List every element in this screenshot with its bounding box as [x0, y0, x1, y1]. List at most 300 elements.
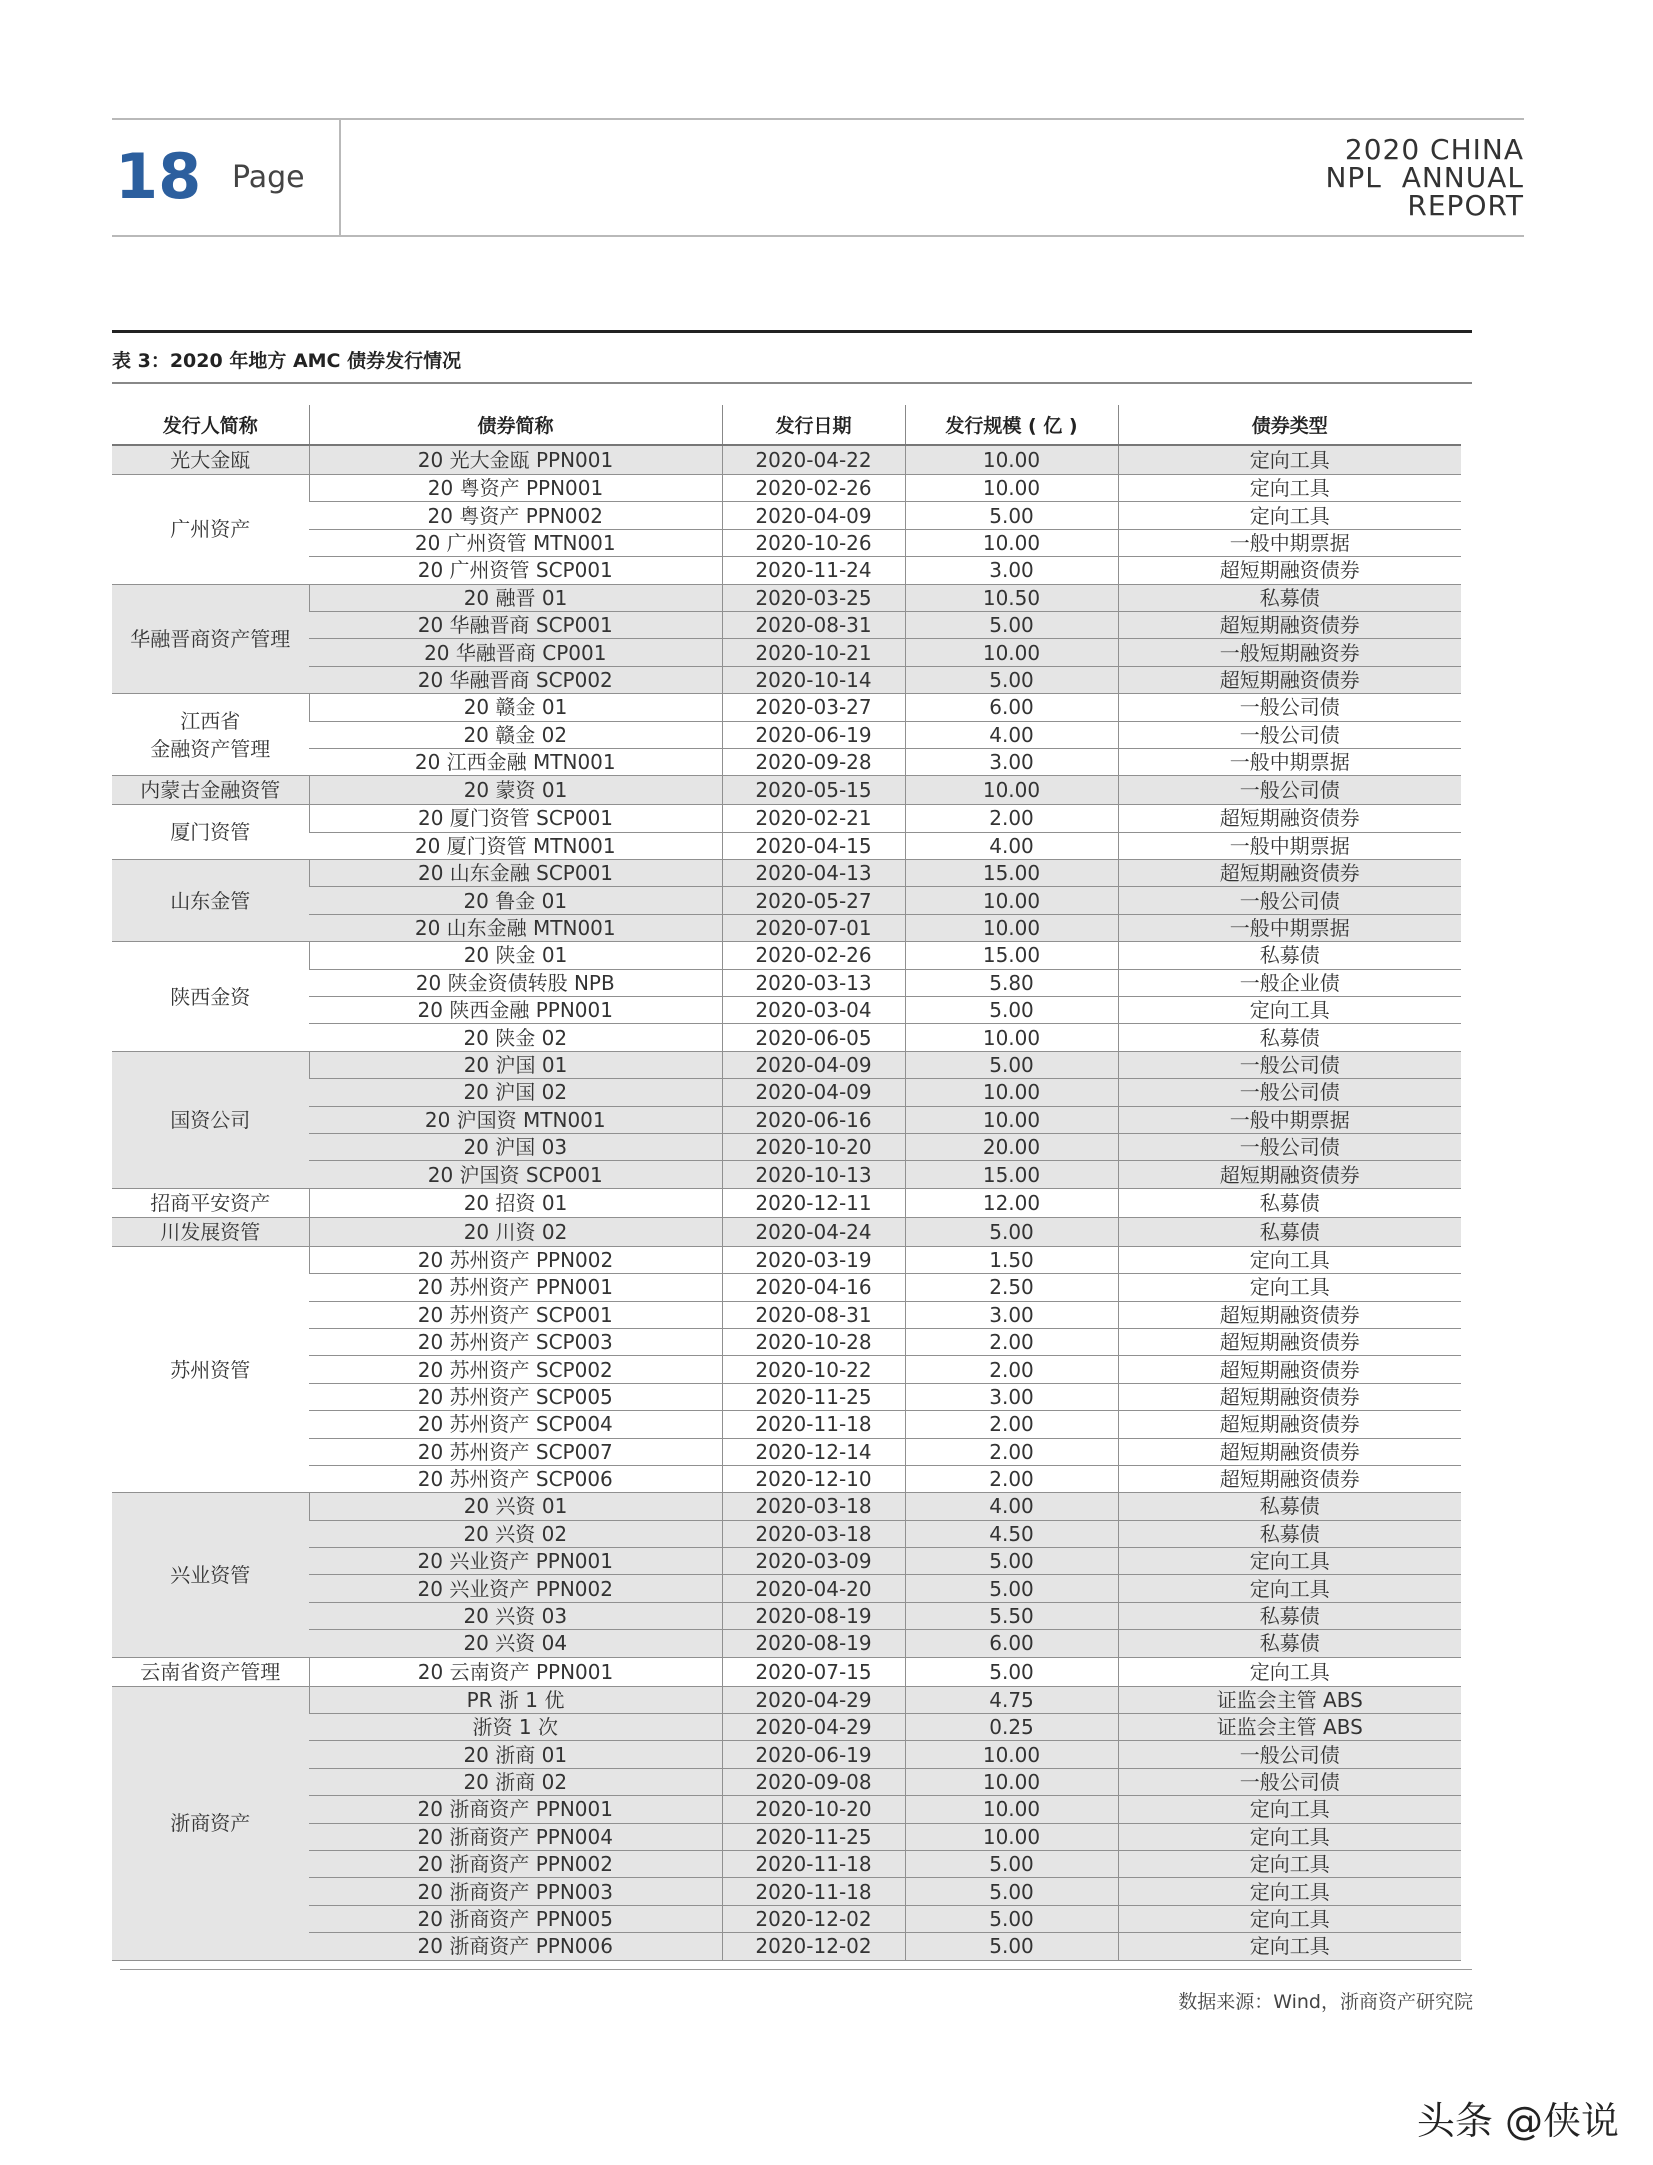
issue-size-cell: 10.00 — [905, 529, 1118, 556]
bond-name-cell: 20 苏州资产 SCP006 — [309, 1465, 722, 1492]
issue-date-cell: 2020-11-18 — [722, 1411, 905, 1438]
bond-type-cell: 私募债 — [1118, 1217, 1461, 1246]
bond-type-cell: 超短期融资债券 — [1118, 1465, 1461, 1492]
issue-date-cell: 2020-11-24 — [722, 557, 905, 584]
watermark: 头条 @侠说 — [1416, 2099, 1619, 2143]
issuer-cell: 广州资产 — [112, 475, 309, 585]
issue-size-cell: 4.75 — [905, 1686, 1118, 1713]
bond-type-cell: 超短期融资债券 — [1118, 1328, 1461, 1355]
bond-name-cell: 20 华融晋商 CP001 — [309, 639, 722, 666]
table-row — [112, 1051, 1461, 1078]
bond-type-cell: 定向工具 — [1118, 1274, 1461, 1301]
issue-date-cell: 2020-04-24 — [722, 1217, 905, 1246]
bond-type-cell: 一般企业债 — [1118, 969, 1461, 996]
bond-name-cell: 20 苏州资产 SCP003 — [309, 1328, 722, 1355]
table-row — [112, 1520, 1461, 1547]
bond-type-cell: 超短期融资债券 — [1118, 860, 1461, 887]
issue-date-cell: 2020-03-18 — [722, 1493, 905, 1520]
issue-date-cell: 2020-04-15 — [722, 832, 905, 859]
bond-name-cell: 20 融晋 01 — [309, 584, 722, 611]
bond-type-cell: 定向工具 — [1118, 1905, 1461, 1932]
issue-size-cell: 5.00 — [905, 502, 1118, 529]
issue-size-cell: 10.00 — [905, 1796, 1118, 1823]
bond-name-cell: 20 陕金 02 — [309, 1024, 722, 1051]
issue-size-cell: 10.00 — [905, 1768, 1118, 1795]
issue-date-cell: 2020-03-25 — [722, 584, 905, 611]
page-number: 18 — [115, 140, 202, 213]
issue-size-cell: 6.00 — [905, 1630, 1118, 1657]
issue-date-cell: 2020-02-26 — [722, 942, 905, 969]
bond-name-cell: 20 蒙资 01 — [309, 776, 722, 805]
bond-type-cell: 定向工具 — [1118, 1796, 1461, 1823]
issuer-cell: 浙商资产 — [112, 1686, 309, 1960]
table-row — [112, 557, 1461, 584]
bond-name-cell: 20 招资 01 — [309, 1188, 722, 1217]
issuer-cell: 国资公司 — [112, 1051, 309, 1188]
issue-size-cell: 10.50 — [905, 584, 1118, 611]
report-title-line-3: REPORT — [1407, 189, 1524, 222]
bond-name-cell: 20 云南资产 PPN001 — [309, 1657, 722, 1686]
table-body — [112, 445, 1461, 1960]
issue-date-cell: 2020-04-13 — [722, 860, 905, 887]
bond-name-cell: 20 广州资管 MTN001 — [309, 529, 722, 556]
issue-size-cell: 3.00 — [905, 557, 1118, 584]
table-row — [112, 1630, 1461, 1657]
bond-type-cell: 定向工具 — [1118, 1933, 1461, 1960]
table-row — [112, 1602, 1461, 1629]
issue-size-cell: 5.00 — [905, 611, 1118, 638]
issue-size-cell: 6.00 — [905, 694, 1118, 721]
bond-type-cell: 超短期融资债券 — [1118, 805, 1461, 832]
bond-name-cell: 20 苏州资产 PPN002 — [309, 1246, 722, 1273]
column-header-issue-size: 发行规模 ( 亿 ) — [905, 405, 1118, 445]
bond-name-cell: 20 浙商 02 — [309, 1768, 722, 1795]
issue-date-cell: 2020-08-31 — [722, 1301, 905, 1328]
issuer-cell: 招商平安资产 — [112, 1188, 309, 1217]
bond-name-cell: 20 兴资 03 — [309, 1602, 722, 1629]
bond-name-cell: 20 兴业资产 PPN002 — [309, 1575, 722, 1602]
issue-size-cell: 10.00 — [905, 1024, 1118, 1051]
table-row — [112, 1768, 1461, 1795]
bond-name-cell: 20 苏州资产 SCP007 — [309, 1438, 722, 1465]
report-title-line-2: NPL ANNUAL — [1325, 161, 1524, 194]
issue-size-cell: 10.00 — [905, 445, 1118, 475]
issue-size-cell: 4.50 — [905, 1520, 1118, 1547]
bond-name-cell: 20 浙商资产 PPN006 — [309, 1933, 722, 1960]
bond-name-cell: 20 陕金 01 — [309, 942, 722, 969]
issue-size-cell: 4.00 — [905, 721, 1118, 748]
issue-size-cell: 5.00 — [905, 666, 1118, 693]
issue-size-cell: 10.00 — [905, 1106, 1118, 1133]
bond-name-cell: 20 浙商 01 — [309, 1741, 722, 1768]
bond-name-cell: 20 赣金 02 — [309, 721, 722, 748]
bond-name-cell: 20 苏州资产 SCP005 — [309, 1383, 722, 1410]
table-row — [112, 914, 1461, 941]
issue-date-cell: 2020-03-18 — [722, 1520, 905, 1547]
table-row — [112, 1328, 1461, 1355]
table-row — [112, 1188, 1461, 1217]
table-row — [112, 1411, 1461, 1438]
issue-date-cell: 2020-03-13 — [722, 969, 905, 996]
issue-size-cell: 2.00 — [905, 1356, 1118, 1383]
issuer-cell: 厦门资管 — [112, 805, 309, 860]
bond-name-cell: 20 沪国 02 — [309, 1079, 722, 1106]
issue-size-cell: 5.00 — [905, 1933, 1118, 1960]
bond-name-cell: 20 山东金融 MTN001 — [309, 914, 722, 941]
bond-type-cell: 超短期融资债券 — [1118, 1411, 1461, 1438]
issuer-cell: 兴业资管 — [112, 1493, 309, 1657]
table-row — [112, 1079, 1461, 1106]
column-header-bond-name: 债券简称 — [309, 405, 722, 445]
table-row — [112, 1850, 1461, 1877]
table-row — [112, 942, 1461, 969]
bond-name-cell: 20 浙商资产 PPN005 — [309, 1905, 722, 1932]
table-row — [112, 1274, 1461, 1301]
bond-issuance-table — [112, 405, 1461, 1961]
page-label: Page — [232, 160, 305, 195]
table-row — [112, 529, 1461, 556]
bond-name-cell: 20 兴资 01 — [309, 1493, 722, 1520]
caption-rule — [112, 382, 1472, 384]
table-row — [112, 694, 1461, 721]
bond-name-cell: 20 浙商资产 PPN003 — [309, 1878, 722, 1905]
issue-size-cell: 2.50 — [905, 1274, 1118, 1301]
issue-date-cell: 2020-11-25 — [722, 1823, 905, 1850]
issuer-cell: 光大金瓯 — [112, 445, 309, 475]
issue-size-cell: 15.00 — [905, 860, 1118, 887]
issue-size-cell: 5.00 — [905, 1548, 1118, 1575]
bond-type-cell: 一般公司债 — [1118, 694, 1461, 721]
table-row — [112, 1217, 1461, 1246]
issue-size-cell: 10.00 — [905, 776, 1118, 805]
bond-type-cell: 私募债 — [1118, 1188, 1461, 1217]
bond-name-cell: 20 粤资产 PPN001 — [309, 475, 722, 502]
bond-type-cell: 定向工具 — [1118, 1823, 1461, 1850]
bond-type-cell: 超短期融资债券 — [1118, 611, 1461, 638]
bond-type-cell: 证监会主管 ABS — [1118, 1714, 1461, 1741]
bond-name-cell: 20 沪国 01 — [309, 1051, 722, 1078]
bond-type-cell: 定向工具 — [1118, 1575, 1461, 1602]
bond-name-cell: 20 兴业资产 PPN001 — [309, 1548, 722, 1575]
bond-type-cell: 定向工具 — [1118, 475, 1461, 502]
issue-date-cell: 2020-02-26 — [722, 475, 905, 502]
issue-date-cell: 2020-04-09 — [722, 1079, 905, 1106]
issue-size-cell: 5.00 — [905, 997, 1118, 1024]
table-row — [112, 666, 1461, 693]
issue-size-cell: 1.50 — [905, 1246, 1118, 1273]
table-row — [112, 1741, 1461, 1768]
issue-date-cell: 2020-11-25 — [722, 1383, 905, 1410]
issue-size-cell: 5.00 — [905, 1905, 1118, 1932]
issue-size-cell: 5.00 — [905, 1850, 1118, 1877]
bond-type-cell: 一般中期票据 — [1118, 1106, 1461, 1133]
table-row — [112, 1878, 1461, 1905]
issue-date-cell: 2020-03-19 — [722, 1246, 905, 1273]
issue-size-cell: 10.00 — [905, 639, 1118, 666]
table-bottom-rule — [120, 1969, 1472, 1970]
issue-size-cell: 10.00 — [905, 887, 1118, 914]
issue-size-cell: 5.00 — [905, 1657, 1118, 1686]
issue-date-cell: 2020-04-20 — [722, 1575, 905, 1602]
bond-name-cell: 20 陕西金融 PPN001 — [309, 997, 722, 1024]
bond-type-cell: 一般公司债 — [1118, 1741, 1461, 1768]
issuer-cell: 山东金管 — [112, 860, 309, 942]
issue-date-cell: 2020-02-21 — [722, 805, 905, 832]
issue-size-cell: 10.00 — [905, 1823, 1118, 1850]
table-row — [112, 1106, 1461, 1133]
table-row — [112, 1465, 1461, 1492]
issue-date-cell: 2020-10-14 — [722, 666, 905, 693]
table-row — [112, 997, 1461, 1024]
bond-name-cell: 20 浙商资产 PPN004 — [309, 1823, 722, 1850]
bond-name-cell: 20 沪国资 MTN001 — [309, 1106, 722, 1133]
issue-date-cell: 2020-08-19 — [722, 1602, 905, 1629]
issue-size-cell: 5.00 — [905, 1878, 1118, 1905]
bond-type-cell: 私募债 — [1118, 1630, 1461, 1657]
issue-date-cell: 2020-04-09 — [722, 1051, 905, 1078]
table-row — [112, 860, 1461, 887]
issue-size-cell: 3.00 — [905, 1301, 1118, 1328]
table-row — [112, 1796, 1461, 1823]
table-row — [112, 969, 1461, 996]
issue-size-cell: 10.00 — [905, 1741, 1118, 1768]
issue-date-cell: 2020-12-14 — [722, 1438, 905, 1465]
issue-date-cell: 2020-06-05 — [722, 1024, 905, 1051]
bond-type-cell: 一般公司债 — [1118, 1051, 1461, 1078]
bond-name-cell: 浙资 1 次 — [309, 1714, 722, 1741]
table-row — [112, 805, 1461, 832]
table-row — [112, 475, 1461, 502]
bond-name-cell: 20 赣金 01 — [309, 694, 722, 721]
issue-date-cell: 2020-04-22 — [722, 445, 905, 475]
issue-date-cell: 2020-03-04 — [722, 997, 905, 1024]
issue-size-cell: 10.00 — [905, 914, 1118, 941]
issue-date-cell: 2020-03-09 — [722, 1548, 905, 1575]
issue-date-cell: 2020-07-15 — [722, 1657, 905, 1686]
bond-type-cell: 定向工具 — [1118, 445, 1461, 475]
bond-type-cell: 超短期融资债券 — [1118, 1161, 1461, 1188]
issue-date-cell: 2020-05-15 — [722, 776, 905, 805]
table-row — [112, 887, 1461, 914]
bond-type-cell: 一般短期融资券 — [1118, 639, 1461, 666]
issue-date-cell: 2020-10-28 — [722, 1328, 905, 1355]
issue-size-cell: 10.00 — [905, 1079, 1118, 1106]
table-row — [112, 1575, 1461, 1602]
issue-size-cell: 3.00 — [905, 1383, 1118, 1410]
bond-type-cell: 私募债 — [1118, 1493, 1461, 1520]
issuer-cell: 江西省 金融资产管理 — [112, 694, 309, 776]
issue-date-cell: 2020-11-18 — [722, 1850, 905, 1877]
table-row — [112, 1133, 1461, 1160]
issuer-cell: 川发展资管 — [112, 1217, 309, 1246]
issue-date-cell: 2020-04-09 — [722, 502, 905, 529]
bond-type-cell: 私募债 — [1118, 584, 1461, 611]
issue-size-cell: 0.25 — [905, 1714, 1118, 1741]
header-top-rule — [112, 118, 1524, 120]
issue-date-cell: 2020-10-20 — [722, 1133, 905, 1160]
issue-date-cell: 2020-12-02 — [722, 1933, 905, 1960]
bond-name-cell: PR 浙 1 优 — [309, 1686, 722, 1713]
bond-name-cell: 20 苏州资产 SCP004 — [309, 1411, 722, 1438]
table-row — [112, 1714, 1461, 1741]
issue-date-cell: 2020-08-19 — [722, 1630, 905, 1657]
table-caption: 表 3：2020 年地方 AMC 债券发行情况 — [112, 350, 462, 372]
bond-type-cell: 一般中期票据 — [1118, 832, 1461, 859]
report-title — [1325, 133, 1524, 222]
bond-type-cell: 超短期融资债券 — [1118, 1301, 1461, 1328]
issue-size-cell: 3.00 — [905, 748, 1118, 775]
table-row — [112, 1301, 1461, 1328]
bond-name-cell: 20 华融晋商 SCP001 — [309, 611, 722, 638]
bond-type-cell: 定向工具 — [1118, 997, 1461, 1024]
bond-name-cell: 20 沪国 03 — [309, 1133, 722, 1160]
bond-name-cell: 20 川资 02 — [309, 1217, 722, 1246]
issue-size-cell: 15.00 — [905, 942, 1118, 969]
bond-name-cell: 20 山东金融 SCP001 — [309, 860, 722, 887]
issue-size-cell: 12.00 — [905, 1188, 1118, 1217]
table-row — [112, 1161, 1461, 1188]
bond-type-cell: 一般公司债 — [1118, 1768, 1461, 1795]
issue-size-cell: 5.50 — [905, 1602, 1118, 1629]
bond-type-cell: 超短期融资债券 — [1118, 1356, 1461, 1383]
issue-date-cell: 2020-04-29 — [722, 1714, 905, 1741]
bond-name-cell: 20 粤资产 PPN002 — [309, 502, 722, 529]
table-row — [112, 1024, 1461, 1051]
table-top-rule — [112, 330, 1472, 333]
table-row — [112, 748, 1461, 775]
bond-type-cell: 定向工具 — [1118, 1850, 1461, 1877]
issue-date-cell: 2020-12-10 — [722, 1465, 905, 1492]
issue-date-cell: 2020-10-26 — [722, 529, 905, 556]
table-row — [112, 611, 1461, 638]
table-row — [112, 1548, 1461, 1575]
bond-type-cell: 定向工具 — [1118, 1657, 1461, 1686]
table-row — [112, 639, 1461, 666]
bond-type-cell: 超短期融资债券 — [1118, 1383, 1461, 1410]
table-row — [112, 502, 1461, 529]
issue-date-cell: 2020-09-08 — [722, 1768, 905, 1795]
issue-date-cell: 2020-03-27 — [722, 694, 905, 721]
issue-date-cell: 2020-04-16 — [722, 1274, 905, 1301]
issue-date-cell: 2020-10-13 — [722, 1161, 905, 1188]
table-row — [112, 445, 1461, 475]
issue-date-cell: 2020-09-28 — [722, 748, 905, 775]
issue-size-cell: 2.00 — [905, 1411, 1118, 1438]
issue-date-cell: 2020-10-20 — [722, 1796, 905, 1823]
bond-name-cell: 20 江西金融 MTN001 — [309, 748, 722, 775]
issue-date-cell: 2020-12-02 — [722, 1905, 905, 1932]
bond-name-cell: 20 苏州资产 PPN001 — [309, 1274, 722, 1301]
bond-name-cell: 20 苏州资产 SCP002 — [309, 1356, 722, 1383]
issue-date-cell: 2020-12-11 — [722, 1188, 905, 1217]
column-header-issuer: 发行人简称 — [112, 405, 309, 445]
bond-type-cell: 超短期融资债券 — [1118, 557, 1461, 584]
table-row — [112, 832, 1461, 859]
issue-size-cell: 4.00 — [905, 1493, 1118, 1520]
issue-date-cell: 2020-04-29 — [722, 1686, 905, 1713]
bond-type-cell: 私募债 — [1118, 942, 1461, 969]
bond-type-cell: 一般公司债 — [1118, 887, 1461, 914]
bond-name-cell: 20 兴资 04 — [309, 1630, 722, 1657]
table-row — [112, 1657, 1461, 1686]
table-row — [112, 584, 1461, 611]
bond-type-cell: 私募债 — [1118, 1520, 1461, 1547]
bond-type-cell: 定向工具 — [1118, 1878, 1461, 1905]
bond-type-cell: 一般公司债 — [1118, 721, 1461, 748]
header-bottom-rule — [112, 235, 1524, 237]
bond-type-cell: 私募债 — [1118, 1024, 1461, 1051]
issue-size-cell: 20.00 — [905, 1133, 1118, 1160]
bond-name-cell: 20 兴资 02 — [309, 1520, 722, 1547]
table-row — [112, 1438, 1461, 1465]
issue-date-cell: 2020-08-31 — [722, 611, 905, 638]
bond-name-cell: 20 浙商资产 PPN001 — [309, 1796, 722, 1823]
bond-type-cell: 一般中期票据 — [1118, 529, 1461, 556]
report-title-line-1: 2020 CHINA — [1344, 133, 1524, 166]
issue-size-cell: 15.00 — [905, 1161, 1118, 1188]
column-header-bond-type: 债券类型 — [1118, 405, 1461, 445]
bond-type-cell: 私募债 — [1118, 1602, 1461, 1629]
issue-size-cell: 5.00 — [905, 1051, 1118, 1078]
bond-name-cell: 20 厦门资管 MTN001 — [309, 832, 722, 859]
bond-type-cell: 超短期融资债券 — [1118, 1438, 1461, 1465]
bond-type-cell: 定向工具 — [1118, 502, 1461, 529]
issue-size-cell: 4.00 — [905, 832, 1118, 859]
bond-name-cell: 20 沪国资 SCP001 — [309, 1161, 722, 1188]
bond-type-cell: 定向工具 — [1118, 1246, 1461, 1273]
issuer-cell: 内蒙古金融资管 — [112, 776, 309, 805]
issue-size-cell: 5.00 — [905, 1575, 1118, 1602]
issue-size-cell: 2.00 — [905, 805, 1118, 832]
issue-date-cell: 2020-07-01 — [722, 914, 905, 941]
issue-date-cell: 2020-10-22 — [722, 1356, 905, 1383]
issue-date-cell: 2020-06-19 — [722, 1741, 905, 1768]
bond-name-cell: 20 鲁金 01 — [309, 887, 722, 914]
bond-type-cell: 超短期融资债券 — [1118, 666, 1461, 693]
table-row — [112, 721, 1461, 748]
table-row — [112, 1933, 1461, 1960]
issue-date-cell: 2020-11-18 — [722, 1878, 905, 1905]
issue-size-cell: 5.00 — [905, 1217, 1118, 1246]
bond-type-cell: 一般公司债 — [1118, 1079, 1461, 1106]
table-row — [112, 1823, 1461, 1850]
data-source-note: 数据来源：Wind，浙商资产研究院 — [1178, 1991, 1473, 2013]
table-row — [112, 1383, 1461, 1410]
bond-type-cell: 一般中期票据 — [1118, 748, 1461, 775]
table-row — [112, 1493, 1461, 1520]
bond-name-cell: 20 广州资管 SCP001 — [309, 557, 722, 584]
bond-type-cell: 一般中期票据 — [1118, 914, 1461, 941]
column-header-issue-date: 发行日期 — [722, 405, 905, 445]
bond-name-cell: 20 光大金瓯 PPN001 — [309, 445, 722, 475]
header-divider — [339, 118, 341, 235]
issue-size-cell: 2.00 — [905, 1438, 1118, 1465]
bond-type-cell: 一般公司债 — [1118, 776, 1461, 805]
issuer-cell: 华融晋商资产管理 — [112, 584, 309, 694]
issue-date-cell: 2020-06-19 — [722, 721, 905, 748]
issue-date-cell: 2020-10-21 — [722, 639, 905, 666]
bond-type-cell: 证监会主管 ABS — [1118, 1686, 1461, 1713]
table-row — [112, 1686, 1461, 1713]
issue-size-cell: 2.00 — [905, 1328, 1118, 1355]
table-row — [112, 1246, 1461, 1273]
issuer-cell: 云南省资产管理 — [112, 1657, 309, 1686]
issuer-cell: 苏州资管 — [112, 1246, 309, 1493]
bond-name-cell: 20 浙商资产 PPN002 — [309, 1850, 722, 1877]
bond-type-cell: 定向工具 — [1118, 1548, 1461, 1575]
issuer-cell: 陕西金资 — [112, 942, 309, 1052]
bond-name-cell: 20 苏州资产 SCP001 — [309, 1301, 722, 1328]
